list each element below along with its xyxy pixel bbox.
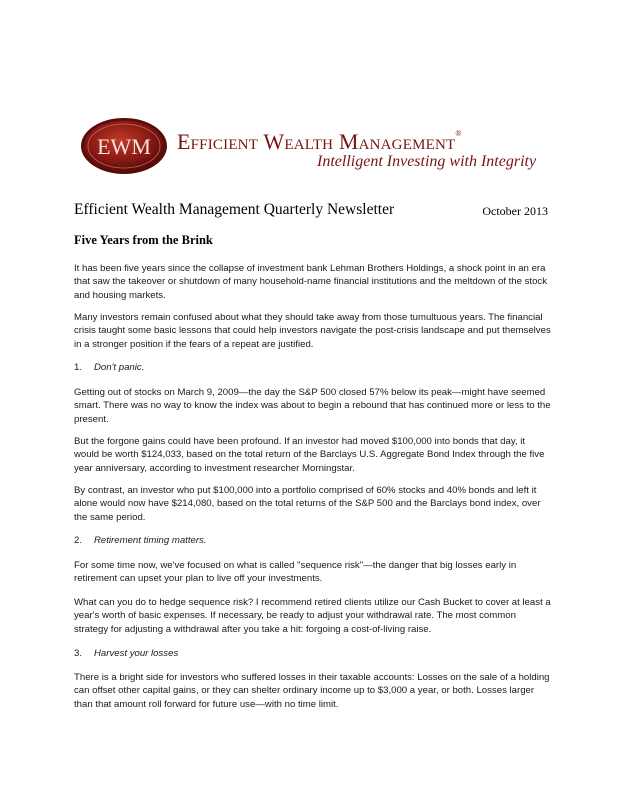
intro-paragraph: It has been five years since the collapse of investment bank Lehman Brothers Holdings, a shock point in an era that saw the takeover or shutdown of many household-name financial institutions and the meltdown of the stock and housing markets. bbox=[74, 263, 548, 301]
article-headline: Five Years from the Brink bbox=[74, 233, 213, 247]
body-paragraph: What can you do to hedge sequence risk? I recommend retired clients utilize our Cash Bucket to cover at least a year's worth of basic expenses. If necessary, be ready to adjust your withdrawal rate. The most common strategy for adjusting a withdrawal after you take a hit: forgoing a cost-of-living raise. bbox=[74, 597, 551, 635]
section-heading bbox=[74, 648, 178, 659]
body-paragraph: There is a bright side for investors who suffered losses in their taxable accounts: Losses on the sale of a holding can offset other capital gains, or they can shelter ordinary income up to $3,000 a year, or both. Losses larger than that amount roll forward for future use—with no time limit. bbox=[74, 672, 550, 710]
section-title: Harvest your losses bbox=[94, 648, 179, 659]
brand-name bbox=[177, 129, 462, 155]
section-number: 3. bbox=[74, 648, 83, 659]
registered-mark: ® bbox=[455, 129, 462, 138]
section-number: 1. bbox=[74, 362, 83, 373]
brand-name-text: Efficient Wealth Management bbox=[177, 129, 456, 154]
body-paragraph: By contrast, an investor who put $100,000 into a portfolio comprised of 60% stocks and 40% bonds and left it alone would now have $214,080, based on the total returns of the S&P 500 and the Barclays bond index, over the same period. bbox=[74, 485, 541, 523]
newsletter-title: Efficient Wealth Management Quarterly Newsletter bbox=[74, 201, 395, 218]
ewm-logo bbox=[80, 117, 168, 175]
body-paragraph: For some time now, we've focused on what is called "sequence risk"—the danger that big losses early in retirement can upset your plan to live off your investments. bbox=[74, 560, 517, 585]
section-heading bbox=[74, 362, 144, 373]
brand-tagline: Intelligent Investing with Integrity bbox=[317, 153, 537, 170]
section-title: Don't panic. bbox=[94, 362, 145, 373]
newsletter-date: October 2013 bbox=[482, 204, 548, 218]
section-heading bbox=[74, 535, 207, 546]
body-paragraph: But the forgone gains could have been profound. If an investor had moved $100,000 into bonds that day, it would be worth $124,033, based on the total return of the Barclays U.S. Aggregate Bond Index through the five year anniversary, according to investment researcher Morningstar. bbox=[74, 436, 545, 474]
body-paragraph: Getting out of stocks on March 9, 2009—the day the S&P 500 closed 57% below its peak—might have seemed smart. There was no way to know the index was about to begin a rebound that has continued more or less to the present. bbox=[74, 387, 551, 425]
intro-paragraph: Many investors remain confused about what they should take away from those tumultuous years. The financial crisis taught some basic lessons that could help investors navigate the post-crisis landscape and put themselves in a stronger position if the fears of a repeat are justified. bbox=[74, 312, 551, 350]
logo-text: EWM bbox=[97, 134, 151, 159]
section-number: 2. bbox=[74, 535, 83, 546]
section-title: Retirement timing matters. bbox=[94, 535, 207, 546]
